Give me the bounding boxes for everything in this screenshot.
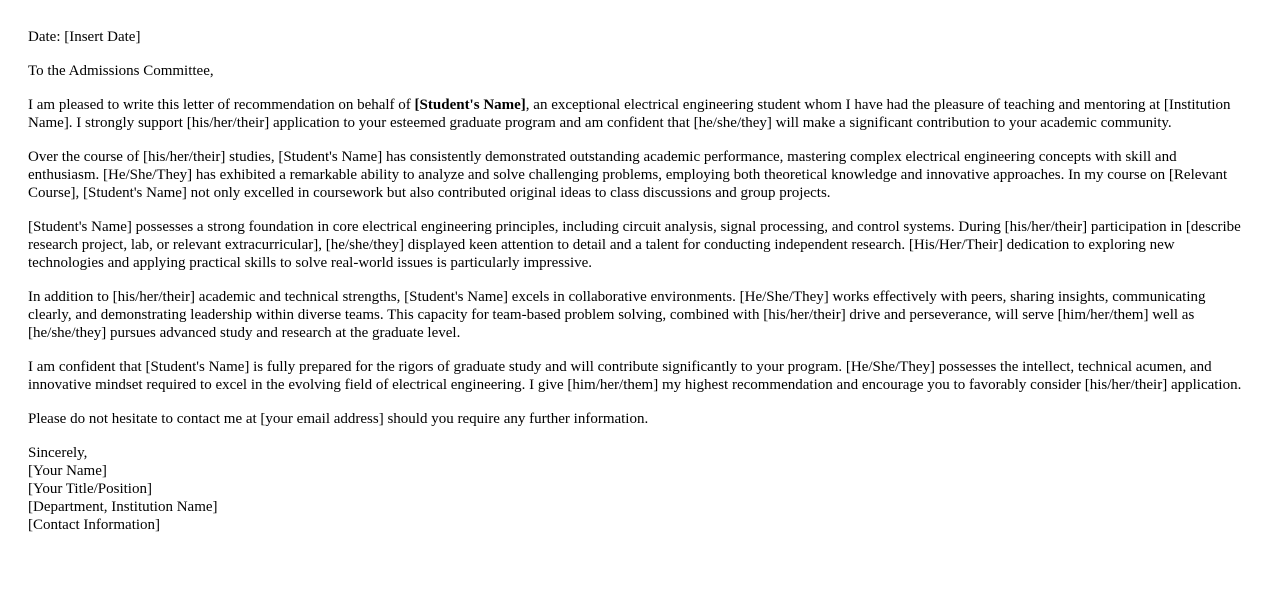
intro-text-before: I am pleased to write this letter of recommendation on behalf of: [28, 97, 415, 113]
valediction: Sincerely,: [28, 445, 88, 461]
signer-contact: [Contact Information]: [28, 517, 161, 533]
recommendation-letter: [28, 28, 1250, 534]
signature-block: [28, 444, 1250, 534]
paragraph-recommendation: I am confident that [Student's Name] is fully prepared for the rigors of graduate study and will contribute significantly to your program. [He/She/They] possesses the intellect, technical acumen, and innovative mindset required to excel in the evolving field of electrical engineering. I give [him/her/them] my highest recommendation and encourage you to favorably consider [his/her/their] application.: [28, 359, 1242, 393]
paragraph-introduction: [28, 96, 1250, 132]
signer-title: [Your Title/Position]: [28, 481, 152, 497]
paragraph-technical-foundation: [Student's Name] possesses a strong foundation in core electrical engineering principles, including circuit analysis, signal processing, and control systems. During [his/her/their] participation in [describe research project, lab, or relevant extracurricular], [he/she/they] displayed keen attention to detail and a talent for conducting independent research. [His/Her/Their] dedication to exploring new technologies and applying practical skills to solve real-world issues is particularly impressive.: [28, 219, 1241, 271]
date-line: Date: [Insert Date]: [28, 29, 141, 45]
paragraph-collaboration: In addition to [his/her/their] academic and technical strengths, [Student's Name] excels in collaborative environments. [He/She/They] works effectively with peers, sharing insights, communicating clearly, and demonstrating leadership within diverse teams. This capacity for team-based problem solving, combined with [his/her/their] drive and perseverance, will serve [him/her/them] well as [he/she/they] pursues advanced study and research at the graduate level.: [28, 289, 1206, 341]
student-name-bold: [Student's Name]: [414, 97, 526, 113]
signer-name: [Your Name]: [28, 463, 107, 479]
signer-department: [Department, Institution Name]: [28, 499, 218, 515]
intro-text-after: , an exceptional electrical engineering student whom I have had the pleasure of teaching and mentoring at [Institution Name]. I strongly support [his/her/their] application to your esteemed graduate program and am confident that [he/she/they] will make a significant contribution to your academic community.: [28, 97, 1231, 131]
paragraph-academic-performance: Over the course of [his/her/their] studies, [Student's Name] has consistently demonstrated outstanding academic performance, mastering complex electrical engineering concepts with skill and enthusiasm. [He/She/They] has exhibited a remarkable ability to analyze and solve challenging problems, employing both theoretical knowledge and innovative approaches. In my course on [Relevant Course], [Student's Name] not only excelled in coursework but also contributed original ideas to class discussions and group projects.: [28, 149, 1228, 201]
salutation: To the Admissions Committee,: [28, 63, 214, 79]
paragraph-contact: Please do not hesitate to contact me at [your email address] should you require any further information.: [28, 411, 649, 427]
